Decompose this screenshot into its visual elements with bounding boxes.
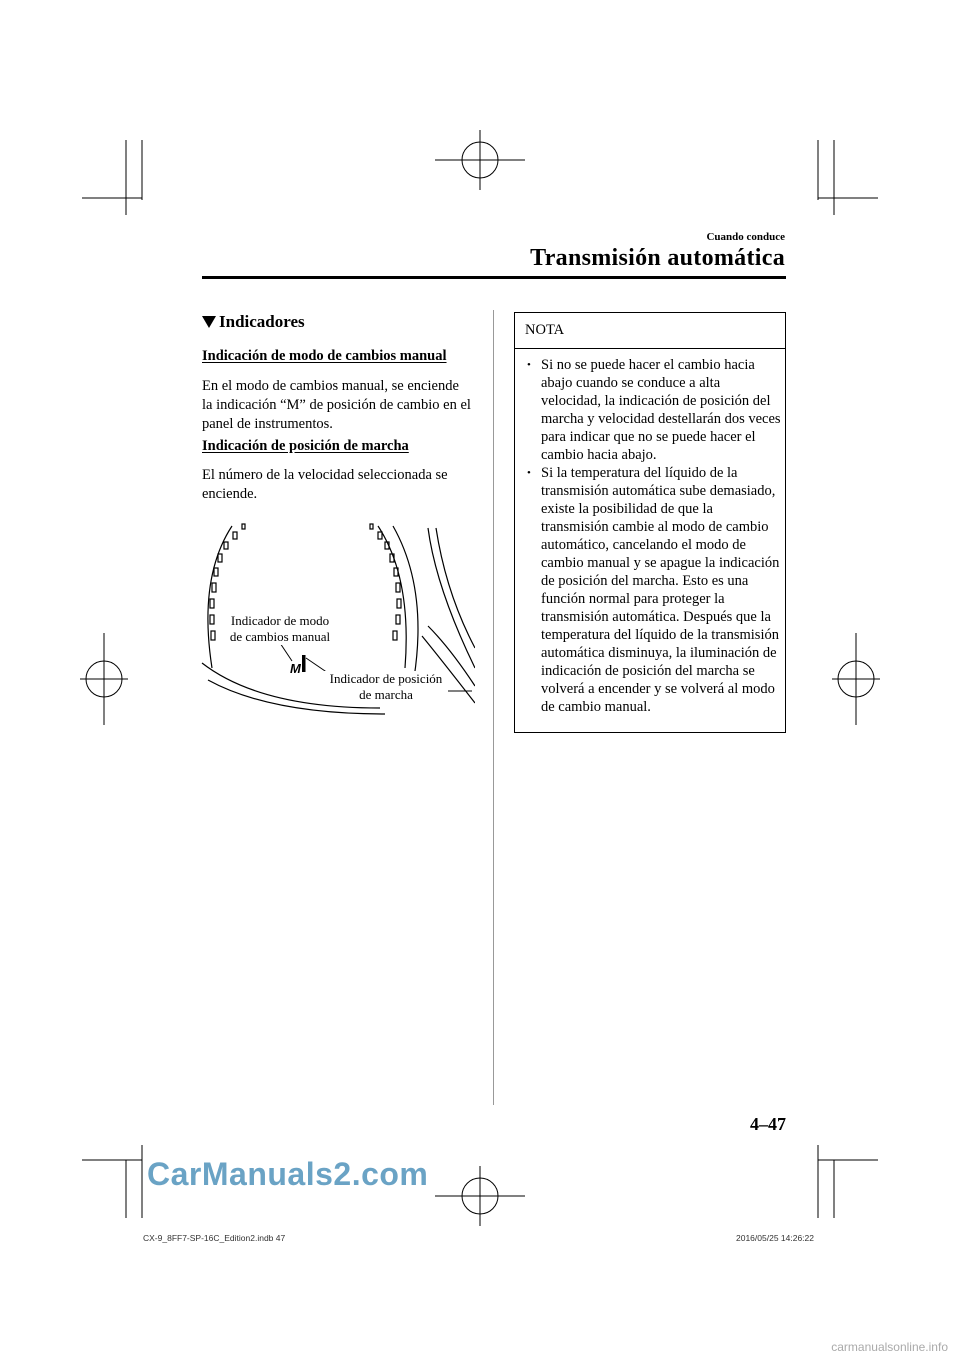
subsection-title-gear-position: Indicación de posición de marcha (202, 438, 409, 454)
label-manual-mode-line2: de cambios manual (229, 629, 331, 644)
section-heading (202, 312, 305, 332)
paragraph-gear-position: El número de la velocidad seleccionada se enciende. (202, 467, 448, 502)
section-heading-text: Indicadores (219, 312, 305, 331)
header-rule (202, 276, 786, 279)
watermark-logo: CarManuals2.com (147, 1156, 429, 1192)
label-gear-position-indicator (324, 671, 448, 703)
gear-number-indicator (302, 655, 306, 672)
manual-mode-m-icon: M (290, 661, 301, 676)
page-title: Transmisión automática (530, 245, 785, 271)
site-watermark: carmanualsonline.info (831, 1340, 948, 1354)
label-gear-position-line2: de marcha (359, 687, 413, 702)
label-manual-mode-indicator (224, 613, 336, 645)
note-list (527, 356, 783, 716)
note-item: • Si no se puede hacer el cambio hacia abajo cuando se conduce a alta velocidad, la indicación de posición del marcha y velocidad destellarán dos veces para indicar que no se puede hacer el cambio hacia abajo. (527, 356, 783, 464)
note-item: • Si la temperatura del líquido de la transmisión automática sube demasiado, existe la posibilidad de que la transmisión cambie al modo de cambio automático, cancelando el modo de cambio manual y se apague la indicación de posición del marcha. Esto es una función normal para proteger la transmisión automática. Después que la temperatura del líquido de la transmisión automática disminuya, la iluminación de indicación de posición del marcha se volverá a encender y se volverá al modo de cambio manual. (527, 464, 783, 716)
label-gear-position-line1: Indicador de posición (329, 671, 443, 686)
triangle-icon (202, 316, 216, 328)
page-number: 4–47 (750, 1114, 786, 1134)
note-title: NOTA (515, 313, 785, 349)
paragraph-manual-mode: En el modo de cambios manual, se enciende la indicación “M” de posición de cambio en el panel de instrumentos. (202, 378, 471, 432)
note-box (514, 312, 786, 733)
subsection-title-manual-mode: Indicación de modo de cambios manual (202, 348, 447, 364)
header-section-label: Cuando conduce (706, 231, 785, 243)
column-divider (493, 310, 494, 1105)
footer-timestamp: 2016/05/25 14:26:22 (736, 1233, 814, 1243)
label-manual-mode-line1: Indicador de modo (230, 613, 330, 628)
footer-file-name: CX-9_8FF7-SP-16C_Edition2.indb 47 (143, 1233, 286, 1243)
